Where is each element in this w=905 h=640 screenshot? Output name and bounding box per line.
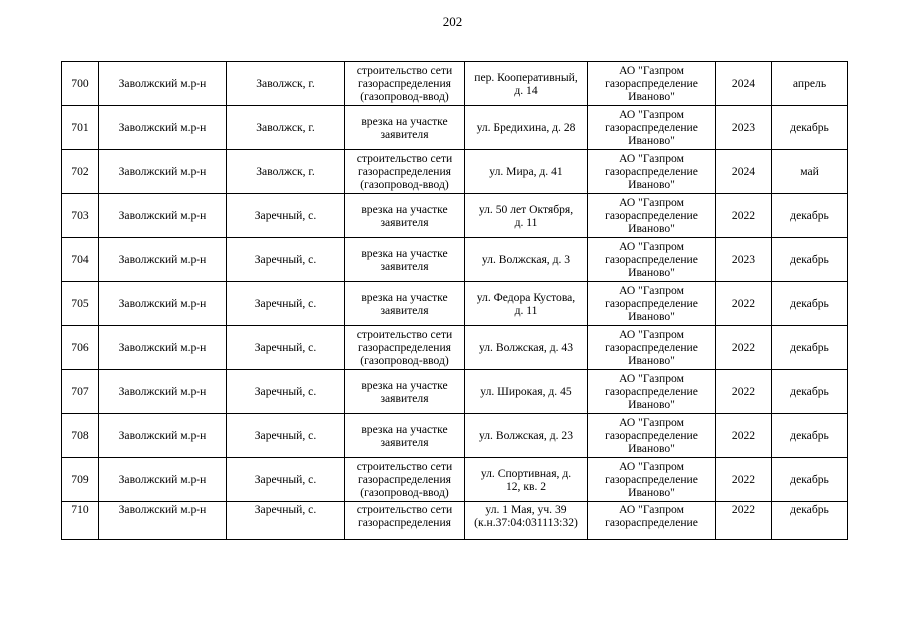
row-number-cell: 701 — [62, 106, 99, 150]
locality-cell: Заречный, с. — [227, 282, 345, 326]
organization-line: АО "Газпром — [619, 240, 684, 253]
district-cell: Заволжский м.р-н — [99, 502, 227, 540]
district-cell: Заволжский м.р-н — [99, 106, 227, 150]
organization-line: Иваново" — [628, 310, 675, 323]
work-type-cell — [345, 502, 465, 540]
month-cell: декабрь — [772, 238, 848, 282]
work-type-cell — [345, 414, 465, 458]
work-type-line: врезка на участке — [361, 378, 448, 392]
row-number-cell: 708 — [62, 414, 99, 458]
district-cell: Заволжский м.р-н — [99, 194, 227, 238]
work-type-line: газораспределения — [357, 516, 451, 529]
address-cell — [465, 282, 588, 326]
address-cell — [465, 106, 588, 150]
work-type-line: (газопровод-ввод) — [360, 486, 449, 499]
work-type-line: врезка на участке — [361, 422, 448, 436]
table-row — [62, 62, 848, 106]
address-cell — [465, 502, 588, 540]
month-cell: декабрь — [772, 458, 848, 502]
address-line: д. 14 — [514, 83, 538, 97]
locality-cell: Заречный, с. — [227, 502, 345, 540]
organization-cell — [588, 458, 716, 502]
organization-line: АО "Газпром — [619, 372, 684, 385]
organization-cell — [588, 502, 716, 540]
organization-line: газораспределение — [605, 121, 698, 134]
address-line: ул. Волжская, д. 23 — [478, 429, 573, 442]
year-cell: 2022 — [716, 194, 772, 238]
locality-cell: Заречный, с. — [227, 238, 345, 282]
work-type-line: строительство сети — [356, 64, 453, 77]
work-type-line: газораспределения — [357, 77, 451, 90]
table-row — [62, 194, 848, 238]
district-cell: Заволжский м.р-н — [99, 414, 227, 458]
table-row — [62, 502, 848, 540]
organization-line: Иваново" — [628, 486, 675, 499]
address-cell — [465, 326, 588, 370]
organization-line: АО "Газпром — [619, 503, 684, 516]
table-row — [62, 106, 848, 150]
month-cell: декабрь — [772, 326, 848, 370]
organization-line: газораспределение — [605, 473, 698, 486]
organization-cell — [588, 150, 716, 194]
year-cell: 2022 — [716, 502, 772, 540]
work-type-cell — [345, 106, 465, 150]
month-cell: декабрь — [772, 370, 848, 414]
row-number-cell: 702 — [62, 150, 99, 194]
organization-line: газораспределение — [605, 209, 698, 222]
address-cell — [465, 150, 588, 194]
organization-line: АО "Газпром — [619, 284, 684, 297]
work-type-line: строительство сети — [356, 152, 453, 165]
year-cell: 2022 — [716, 326, 772, 370]
locality-cell: Заволжск, г. — [227, 150, 345, 194]
organization-line: газораспределение — [605, 385, 698, 398]
address-line: ул. 50 лет Октября, — [478, 202, 574, 216]
row-number-cell: 705 — [62, 282, 99, 326]
organization-line: газораспределение — [605, 165, 698, 178]
district-cell: Заволжский м.р-н — [99, 282, 227, 326]
month-cell: декабрь — [772, 502, 848, 540]
work-type-line: (газопровод-ввод) — [360, 354, 449, 367]
address-cell — [465, 458, 588, 502]
organization-line: АО "Газпром — [619, 64, 684, 77]
table-row — [62, 238, 848, 282]
address-line: ул. Бредихина, д. 28 — [476, 121, 576, 134]
year-cell: 2023 — [716, 106, 772, 150]
table-row — [62, 282, 848, 326]
address-cell — [465, 62, 588, 106]
organization-cell — [588, 282, 716, 326]
work-type-cell — [345, 238, 465, 282]
row-number-cell: 710 — [62, 502, 99, 540]
address-line: пер. Кооперативный, — [474, 70, 578, 84]
work-type-cell — [345, 326, 465, 370]
work-type-line: газораспределения — [357, 341, 451, 354]
organization-line: газораспределение — [605, 297, 698, 310]
year-cell: 2022 — [716, 414, 772, 458]
year-cell: 2022 — [716, 458, 772, 502]
year-cell: 2022 — [716, 282, 772, 326]
table-row — [62, 458, 848, 502]
work-type-cell — [345, 458, 465, 502]
work-type-line: заявителя — [380, 215, 429, 229]
address-line: 12, кв. 2 — [505, 479, 547, 493]
table-body — [62, 62, 848, 540]
work-type-cell — [345, 150, 465, 194]
address-line: д. 11 — [514, 215, 538, 229]
organization-line: Иваново" — [628, 222, 675, 235]
organization-line: Иваново" — [628, 178, 675, 191]
organization-line: газораспределение — [605, 429, 698, 442]
work-type-line: газораспределения — [357, 473, 451, 486]
organization-cell — [588, 370, 716, 414]
district-cell: Заволжский м.р-н — [99, 238, 227, 282]
organization-line: газораспределение — [605, 253, 698, 266]
address-line: ул. Широкая, д. 45 — [480, 385, 572, 398]
organization-cell — [588, 106, 716, 150]
address-line: ул. Федора Кустова, — [476, 290, 576, 304]
work-type-line: заявителя — [380, 127, 429, 141]
work-type-line: врезка на участке — [361, 290, 448, 304]
work-type-line: заявителя — [380, 303, 429, 317]
month-cell: декабрь — [772, 106, 848, 150]
work-type-cell — [345, 194, 465, 238]
month-cell: апрель — [772, 62, 848, 106]
row-number-cell: 709 — [62, 458, 99, 502]
table-row — [62, 370, 848, 414]
row-number-cell: 704 — [62, 238, 99, 282]
organization-line: АО "Газпром — [619, 152, 684, 165]
organization-line: АО "Газпром — [619, 108, 684, 121]
locality-cell: Заволжск, г. — [227, 62, 345, 106]
locality-cell: Заречный, с. — [227, 414, 345, 458]
row-number-cell: 707 — [62, 370, 99, 414]
organization-cell — [588, 414, 716, 458]
page-number: 202 — [442, 14, 463, 29]
district-cell: Заволжский м.р-н — [99, 62, 227, 106]
work-type-line: газораспределения — [357, 165, 451, 178]
address-line: ул. Мира, д. 41 — [489, 165, 563, 178]
table-row — [62, 150, 848, 194]
address-line: ул. Волжская, д. 3 — [481, 253, 571, 266]
organization-line: Иваново" — [628, 354, 675, 367]
locality-cell: Заречный, с. — [227, 194, 345, 238]
work-type-line: заявителя — [380, 391, 429, 405]
locality-cell: Заволжск, г. — [227, 106, 345, 150]
row-number-cell: 706 — [62, 326, 99, 370]
organization-cell — [588, 194, 716, 238]
address-line: д. 11 — [514, 303, 538, 317]
organization-line: газораспределение — [605, 77, 698, 90]
work-type-line: строительство сети — [356, 503, 453, 516]
locality-cell: Заречный, с. — [227, 326, 345, 370]
work-type-line: врезка на участке — [361, 114, 448, 128]
table-row — [62, 414, 848, 458]
work-type-line: (газопровод-ввод) — [360, 178, 449, 191]
year-cell: 2023 — [716, 238, 772, 282]
work-type-line: заявителя — [380, 259, 429, 273]
organization-line: Иваново" — [628, 90, 675, 103]
organization-line: газораспределение — [605, 516, 698, 529]
address-line: ул. Спортивная, д. — [480, 466, 572, 480]
address-line: ул. 1 Мая, уч. 39 — [485, 503, 567, 516]
organization-line: АО "Газпром — [619, 328, 684, 341]
work-type-line: строительство сети — [356, 328, 453, 341]
organization-line: газораспределение — [605, 341, 698, 354]
district-cell: Заволжский м.р-н — [99, 458, 227, 502]
organization-line: АО "Газпром — [619, 416, 684, 429]
work-type-cell — [345, 282, 465, 326]
work-type-line: врезка на участке — [361, 202, 448, 216]
organization-cell — [588, 62, 716, 106]
address-cell — [465, 194, 588, 238]
month-cell: декабрь — [772, 414, 848, 458]
year-cell: 2022 — [716, 370, 772, 414]
district-cell: Заволжский м.р-н — [99, 150, 227, 194]
address-cell — [465, 238, 588, 282]
locality-cell: Заречный, с. — [227, 458, 345, 502]
organization-cell — [588, 238, 716, 282]
address-cell — [465, 414, 588, 458]
address-line: ул. Волжская, д. 43 — [478, 341, 573, 354]
row-number-cell: 703 — [62, 194, 99, 238]
table-row — [62, 326, 848, 370]
address-line: (к.н.37:04:031113:32) — [474, 516, 578, 529]
locality-cell: Заречный, с. — [227, 370, 345, 414]
year-cell: 2024 — [716, 150, 772, 194]
work-type-cell — [345, 62, 465, 106]
gas-connection-table — [61, 61, 848, 540]
row-number-cell: 700 — [62, 62, 99, 106]
district-cell: Заволжский м.р-н — [99, 370, 227, 414]
work-type-line: заявителя — [380, 435, 429, 449]
organization-line: АО "Газпром — [619, 196, 684, 209]
organization-cell — [588, 326, 716, 370]
district-cell: Заволжский м.р-н — [99, 326, 227, 370]
work-type-line: врезка на участке — [361, 246, 448, 260]
month-cell: декабрь — [772, 282, 848, 326]
organization-line: Иваново" — [628, 266, 675, 279]
address-cell — [465, 370, 588, 414]
work-type-cell — [345, 370, 465, 414]
organization-line: Иваново" — [628, 398, 675, 411]
organization-line: Иваново" — [628, 442, 675, 455]
work-type-line: (газопровод-ввод) — [360, 90, 449, 103]
work-type-line: строительство сети — [356, 460, 453, 473]
month-cell: декабрь — [772, 194, 848, 238]
year-cell: 2024 — [716, 62, 772, 106]
organization-line: Иваново" — [628, 134, 675, 147]
month-cell: май — [772, 150, 848, 194]
organization-line: АО "Газпром — [619, 460, 684, 473]
